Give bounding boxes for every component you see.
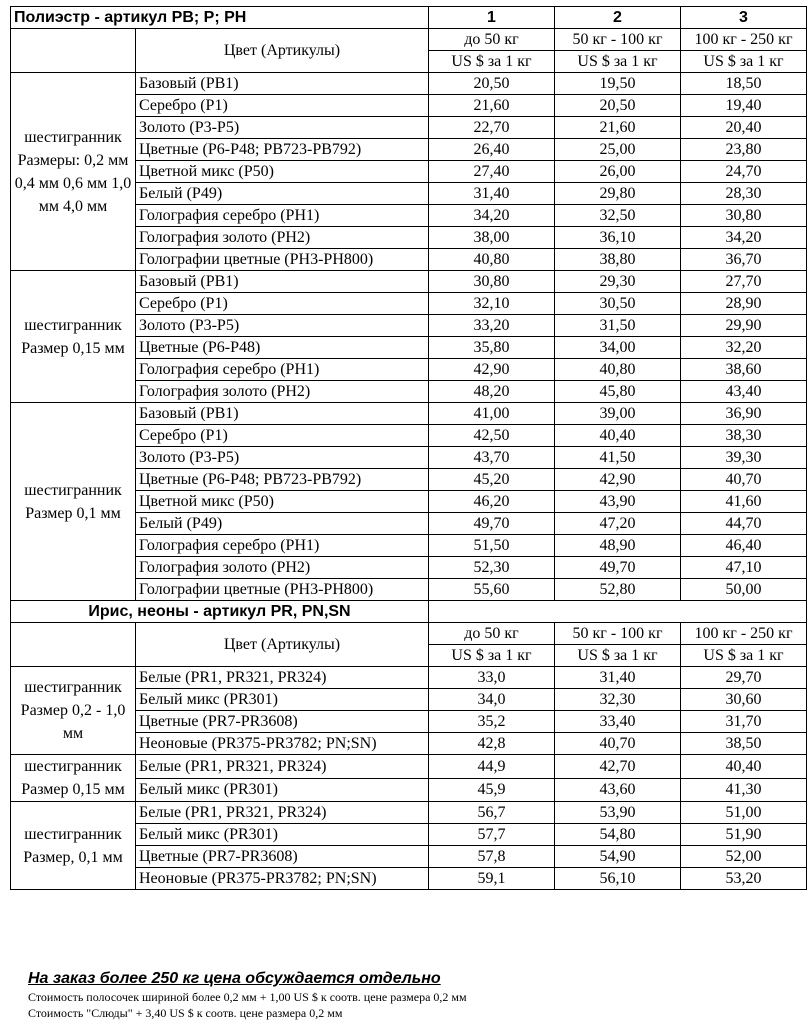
price-tier-2: 20,50 (555, 95, 681, 117)
color-name: Белые (PR1, PR321, PR324) (136, 802, 429, 824)
color-name: Белые (PR1, PR321, PR324) (136, 755, 429, 779)
price-tier-2: 48,90 (555, 535, 681, 557)
color-name: Голография золото (PH2) (136, 557, 429, 579)
price-tier-1: 48,20 (429, 381, 555, 403)
price-tier-2: 45,80 (555, 381, 681, 403)
weight-range: 100 кг - 250 кг (681, 623, 807, 645)
weight-range: 100 кг - 250 кг (681, 29, 807, 51)
price-unit: US $ за 1 кг (555, 51, 681, 73)
price-tier-3: 43,40 (681, 381, 807, 403)
price-tier-1: 56,7 (429, 802, 555, 824)
column-number: 1 (429, 7, 555, 29)
color-name: Базовый (PB1) (136, 403, 429, 425)
group-name: шестигранник Размер 0,15 мм (11, 271, 136, 403)
color-name: Голография золото (PH2) (136, 381, 429, 403)
color-name: Базовый (PB1) (136, 73, 429, 95)
column-number: 2 (555, 7, 681, 29)
price-tier-3: 50,00 (681, 579, 807, 601)
price-tier-3: 38,60 (681, 359, 807, 381)
price-tier-2: 38,80 (555, 249, 681, 271)
price-tier-1: 57,8 (429, 846, 555, 868)
price-tier-3: 23,80 (681, 139, 807, 161)
group-name: шестигранник Размеры: 0,2 мм 0,4 мм 0,6 мм 1,0 мм 4,0 мм (11, 73, 136, 271)
note-mica: Стоимость "Слюды" + 3,40 US $ к соотв. цене размера 0,2 мм (28, 1006, 343, 1020)
price-tier-3: 51,00 (681, 802, 807, 824)
color-name: Цветные (P6-P48) (136, 337, 429, 359)
price-tier-2: 25,00 (555, 139, 681, 161)
weight-range: 50 кг - 100 кг (555, 623, 681, 645)
price-tier-3: 39,30 (681, 447, 807, 469)
price-tier-1: 32,10 (429, 293, 555, 315)
color-name: Цветные (P6-P48; PB723-PB792) (136, 469, 429, 491)
color-name: Золото (P3-P5) (136, 117, 429, 139)
price-tier-3: 20,40 (681, 117, 807, 139)
price-tier-3: 18,50 (681, 73, 807, 95)
color-name: Цветной микс (P50) (136, 161, 429, 183)
price-tier-2: 21,60 (555, 117, 681, 139)
price-tier-2: 40,40 (555, 425, 681, 447)
price-tier-1: 45,9 (429, 778, 555, 802)
price-tier-1: 42,8 (429, 733, 555, 755)
price-tier-2: 29,30 (555, 271, 681, 293)
price-tier-2: 30,50 (555, 293, 681, 315)
price-tier-1: 33,0 (429, 667, 555, 689)
price-tier-3: 47,10 (681, 557, 807, 579)
price-tier-3: 30,80 (681, 205, 807, 227)
price-tier-1: 52,30 (429, 557, 555, 579)
group-name: шестигранник Размер, 0,1 мм (11, 802, 136, 890)
empty-cell (429, 601, 807, 623)
price-tier-1: 27,40 (429, 161, 555, 183)
price-tier-2: 34,00 (555, 337, 681, 359)
price-unit: US $ за 1 кг (429, 51, 555, 73)
color-name: Белый микс (PR301) (136, 824, 429, 846)
color-name: Цветные (PR7-PR3608) (136, 711, 429, 733)
price-tier-1: 55,60 (429, 579, 555, 601)
price-tier-2: 47,20 (555, 513, 681, 535)
price-tier-2: 41,50 (555, 447, 681, 469)
price-tier-1: 41,00 (429, 403, 555, 425)
color-name: Белый (P49) (136, 513, 429, 535)
price-tier-1: 34,20 (429, 205, 555, 227)
note-large-order: На заказ более 250 кг цена обсуждается отдельно (28, 970, 441, 987)
price-tier-1: 21,60 (429, 95, 555, 117)
color-name: Голография серебро (PH1) (136, 359, 429, 381)
price-tier-3: 41,60 (681, 491, 807, 513)
color-name: Голографии цветные (PH3-PH800) (136, 579, 429, 601)
price-tier-1: 51,50 (429, 535, 555, 557)
price-tier-2: 32,30 (555, 689, 681, 711)
price-tier-1: 49,70 (429, 513, 555, 535)
weight-range: 50 кг - 100 кг (555, 29, 681, 51)
color-name: Голографии цветные (PH3-PH800) (136, 249, 429, 271)
color-name: Белый (P49) (136, 183, 429, 205)
price-tier-1: 35,2 (429, 711, 555, 733)
color-name: Серебро (P1) (136, 425, 429, 447)
price-tier-3: 28,90 (681, 293, 807, 315)
price-tier-3: 51,90 (681, 824, 807, 846)
price-tier-1: 40,80 (429, 249, 555, 271)
color-name: Золото (P3-P5) (136, 447, 429, 469)
price-tier-2: 29,80 (555, 183, 681, 205)
price-tier-3: 41,30 (681, 778, 807, 802)
color-name: Серебро (P1) (136, 293, 429, 315)
price-tier-2: 33,40 (555, 711, 681, 733)
price-tier-1: 46,20 (429, 491, 555, 513)
section-title: Ирис, неоны - артикул PR, PN,SN (11, 601, 429, 623)
price-tier-1: 20,50 (429, 73, 555, 95)
price-tier-3: 36,70 (681, 249, 807, 271)
group-name: шестигранник Размер 0,2 - 1,0 мм (11, 667, 136, 755)
price-tier-3: 19,40 (681, 95, 807, 117)
color-name: Голография золото (PH2) (136, 227, 429, 249)
price-tier-2: 56,10 (555, 868, 681, 890)
price-tier-2: 43,60 (555, 778, 681, 802)
price-tier-2: 42,70 (555, 755, 681, 779)
price-unit: US $ за 1 кг (681, 51, 807, 73)
table-row (11, 73, 807, 95)
group-name: шестигранник Размер 0,1 мм (11, 403, 136, 601)
price-tier-2: 53,90 (555, 802, 681, 824)
color-name: Неоновые (PR375-PR3782; PN;SN) (136, 868, 429, 890)
price-tier-2: 31,40 (555, 667, 681, 689)
table-row (11, 271, 807, 293)
color-name: Белый микс (PR301) (136, 778, 429, 802)
price-table-body (11, 7, 807, 890)
range-row (11, 29, 807, 51)
footnotes (28, 969, 807, 1021)
color-name: Голография серебро (PH1) (136, 535, 429, 557)
price-tier-3: 31,70 (681, 711, 807, 733)
color-name: Базовый (PB1) (136, 271, 429, 293)
section-title: Полиэстр - артикул PB; P; PH (11, 7, 429, 29)
table-row (11, 802, 807, 824)
color-name: Белый микс (PR301) (136, 689, 429, 711)
table-row (11, 667, 807, 689)
color-name: Золото (P3-P5) (136, 315, 429, 337)
price-tier-3: 38,50 (681, 733, 807, 755)
weight-range: до 50 кг (429, 623, 555, 645)
price-unit: US $ за 1 кг (555, 645, 681, 667)
empty-cell (11, 623, 136, 667)
price-tier-2: 43,90 (555, 491, 681, 513)
price-tier-3: 29,90 (681, 315, 807, 337)
price-tier-3: 28,30 (681, 183, 807, 205)
price-tier-1: 44,9 (429, 755, 555, 779)
price-tier-2: 31,50 (555, 315, 681, 337)
color-name: Цветной микс (P50) (136, 491, 429, 513)
price-tier-2: 52,80 (555, 579, 681, 601)
price-tier-1: 22,70 (429, 117, 555, 139)
price-tier-1: 42,50 (429, 425, 555, 447)
price-tier-3: 34,20 (681, 227, 807, 249)
price-tier-3: 36,90 (681, 403, 807, 425)
group-name: шестигранник Размер 0,15 мм (11, 755, 136, 802)
price-tier-1: 35,80 (429, 337, 555, 359)
price-tier-3: 46,40 (681, 535, 807, 557)
price-tier-3: 27,70 (681, 271, 807, 293)
color-name: Серебро (P1) (136, 95, 429, 117)
price-tier-3: 30,60 (681, 689, 807, 711)
table-row (11, 755, 807, 779)
color-name: Голография серебро (PH1) (136, 205, 429, 227)
empty-cell (11, 29, 136, 73)
price-tier-2: 26,00 (555, 161, 681, 183)
price-tier-3: 32,20 (681, 337, 807, 359)
price-tier-1: 31,40 (429, 183, 555, 205)
range-row (11, 623, 807, 645)
price-tier-2: 19,50 (555, 73, 681, 95)
column-number: 3 (681, 7, 807, 29)
price-tier-2: 39,00 (555, 403, 681, 425)
price-tier-3: 24,70 (681, 161, 807, 183)
price-tier-3: 52,00 (681, 846, 807, 868)
weight-range: до 50 кг (429, 29, 555, 51)
price-tier-1: 30,80 (429, 271, 555, 293)
price-tier-3: 29,70 (681, 667, 807, 689)
price-tier-3: 40,70 (681, 469, 807, 491)
price-tier-1: 45,20 (429, 469, 555, 491)
price-tier-2: 32,50 (555, 205, 681, 227)
price-unit: US $ за 1 кг (681, 645, 807, 667)
price-tier-1: 33,20 (429, 315, 555, 337)
price-tier-3: 44,70 (681, 513, 807, 535)
price-tier-1: 34,0 (429, 689, 555, 711)
price-tier-3: 40,40 (681, 755, 807, 779)
note-stripes: Стоимость полосочек шириной более 0,2 мм + 1,00 US $ к соотв. цене размера 0,2 мм (28, 990, 467, 1004)
price-tier-1: 38,00 (429, 227, 555, 249)
color-name: Белые (PR1, PR321, PR324) (136, 667, 429, 689)
table-row (11, 403, 807, 425)
price-tier-2: 40,80 (555, 359, 681, 381)
price-tier-3: 38,30 (681, 425, 807, 447)
price-tier-2: 42,90 (555, 469, 681, 491)
price-tier-2: 49,70 (555, 557, 681, 579)
price-tier-1: 26,40 (429, 139, 555, 161)
color-header: Цвет (Артикулы) (136, 29, 429, 73)
price-tier-1: 59,1 (429, 868, 555, 890)
price-table (10, 6, 807, 890)
price-tier-2: 54,90 (555, 846, 681, 868)
price-tier-1: 57,7 (429, 824, 555, 846)
price-unit: US $ за 1 кг (429, 645, 555, 667)
color-header: Цвет (Артикулы) (136, 623, 429, 667)
price-tier-1: 42,90 (429, 359, 555, 381)
price-tier-2: 36,10 (555, 227, 681, 249)
color-name: Цветные (PR7-PR3608) (136, 846, 429, 868)
price-tier-1: 43,70 (429, 447, 555, 469)
price-sheet (10, 6, 806, 1020)
price-tier-2: 40,70 (555, 733, 681, 755)
color-name: Цветные (P6-P48; PB723-PB792) (136, 139, 429, 161)
color-name: Неоновые (PR375-PR3782; PN;SN) (136, 733, 429, 755)
title-row (11, 7, 807, 29)
title-row (11, 601, 807, 623)
price-tier-3: 53,20 (681, 868, 807, 890)
price-tier-2: 54,80 (555, 824, 681, 846)
